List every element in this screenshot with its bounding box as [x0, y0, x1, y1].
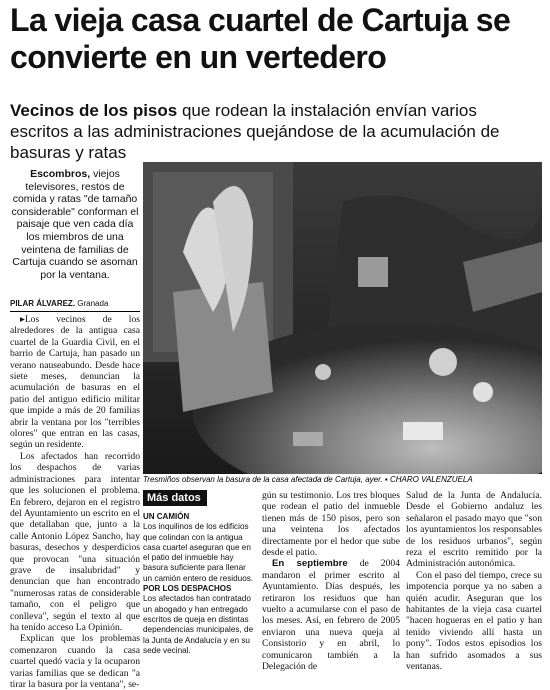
- paragraph-text: de 2004 mandaron el primer escrito al Ayuntamiento. Días después, les retiraron los residuos que han vuelto a acumularse con el paso de los meses. Así, en febrero de 2005 enviaron una nueva queja al Consistorio y en abril, lo comunicaron también a la Delegación de: [262, 558, 400, 673]
- sidebar-subheading: UN CAMIÓN: [143, 512, 190, 521]
- more-data-box: [143, 490, 255, 666]
- body-column-4: [406, 490, 542, 673]
- sidebar-body: [143, 512, 255, 656]
- photo-caption: Tresmiños observan la basura de la casa afectada de Cartuja, ayer. ▪ CHARO VALENZUELA: [143, 475, 473, 484]
- byline-place: Granada: [75, 299, 109, 308]
- body-paragraph: Explican que los problemas comenzaron cuando la casa cuartel quedó vacía y la ocuparon varias familias que se dedican "a tirar la basura por la ventana", se-: [10, 633, 140, 690]
- lead-bold: Escombros,: [30, 168, 91, 180]
- body-column-3: [262, 490, 400, 673]
- news-photo: [143, 162, 542, 474]
- deck: [10, 100, 540, 163]
- body-column-1: [10, 314, 140, 690]
- body-paragraph: gún su testimonio. Los tres bloques que rodean el patio del inmueble tienen más de 150 pisos, pero son una veintena los afectados directamente por el hedor que sube desde el patio.: [262, 490, 400, 559]
- body-paragraph: ▸Los vecinos de los alrededores de la antigua casa cuartel de la Guardia Civil, en el barrio de Cartuja, han pasado un verano nauseabundo. Desde hace siete meses, denuncian la acumulación de basuras en el patio del antiguo edificio militar que impide a más de 20 familias abrir la ventana por los "terribles olores" que entran en las casas, según un residente.: [10, 314, 140, 451]
- lead-rest: viejos televisores, restos de comida y ratas "de tamaño considerable" conforman el paisaje que ven cada día los miembros de una veintena de familias de Cartuja cuando se asoman por la ventana.: [11, 168, 139, 281]
- sidebar-subheading: POR LOS DESPACHOS: [143, 584, 232, 594]
- byline-rule: [10, 311, 140, 312]
- body-paragraph: [262, 558, 400, 672]
- headline: La vieja casa cuartel de Cartuja se convierte en un vertedero: [10, 2, 511, 75]
- deck-rest: que rodean la instalación envían varios escritos a las administraciones quejándose de la acumulación de basuras y ratas: [10, 101, 500, 162]
- sidebar-text: Los inquilinos de los edificios que colindan con la antigua casa cuartel aseguran que en el patio del inmueble hay basura suficiente para llenar un camión entero de residuos.: [143, 522, 254, 583]
- body-paragraph: Salud de la Junta de Andalucía. Desde el Gobierno andaluz les señalaron el pasado mayo que "son los ayuntamientos los responsables de los residuos urbanos", según reza el escrito remitido por la Administración autonómica.: [406, 490, 542, 570]
- byline: [10, 299, 140, 308]
- body-paragraph: Los afectados han recorrido los despachos de varias administraciones para intentar que les solucionen el problema. En febrero, dejaron en el registro del Ayuntamiento un escrito en el que detallaban que, junto a la calle Antonio López Sancho, hay basuras, desechos y desperdicios que provocan "una situación grave de insalubridad" y denuncian que han encontrado "numerosas ratas de considerable tamaño, con el peligro que conlleva", según el texto al que ha tenido acceso La Opinión.: [10, 450, 140, 633]
- sidebar-text: Los afectados han contratado un abogado y han entregado escritos de queja en distintas dependencias municipales, de la Junta de Andalucía y en su sede vecinal.: [143, 594, 254, 655]
- lead-paragraph: [10, 168, 140, 281]
- trash-yard-photo: [143, 162, 542, 474]
- byline-author: PILAR ÁLVAREZ.: [10, 299, 76, 308]
- body-paragraph: Con el paso del tiempo, crece su impotencia porque ya no saben a quién acudir. Aseguran que los habitantes de la vieja casa cuartel "hacen hogueras en el patio y han tenido viviendo allí hasta un pony". Todos estos episodios los han sufrido asomados a sus ventanas.: [406, 569, 542, 673]
- paragraph-bold-start: En septiembre: [272, 558, 348, 570]
- sidebar-title: Más datos: [143, 490, 207, 506]
- deck-bold: Vecinos de los pisos: [10, 101, 178, 120]
